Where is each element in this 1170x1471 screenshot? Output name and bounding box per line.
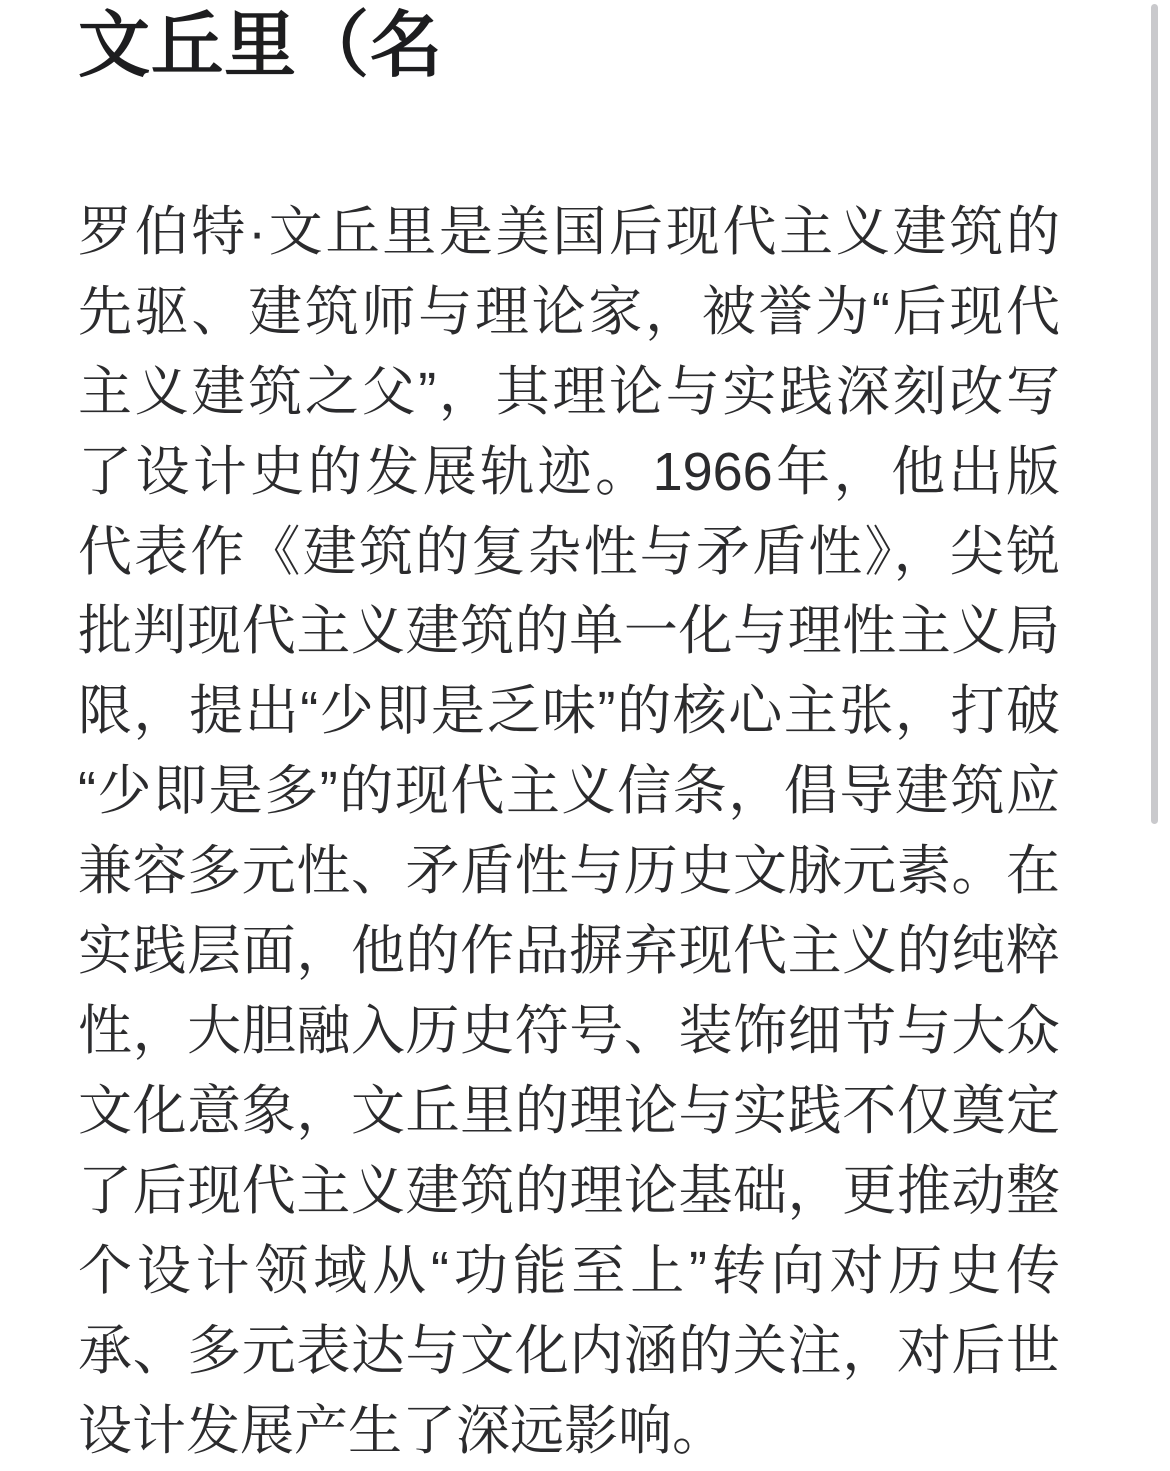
vertical-scrollbar-track[interactable]: [1156, 0, 1164, 1401]
document-paragraph: 罗伯特·文丘里是美国后现代主义建筑的先驱、建筑师与理论家，被誉为“后现代主义建筑之父”，其理论与实践深刻改写了设计史的发展轨迹。1966年，他出版代表作《建筑的复杂性与矛盾性》，尖锐批判现代主义建筑的单一化与理性主义局限，提出“少即是乏味”的核心主张，打破“少即是多”的现代主义信条，倡导建筑应兼容多元性、矛盾性与历史文脉元素。在实践层面，他的作品摒弃现代主义的纯粹性，大胆融入历史符号、装饰细节与大众文化意象，文丘里的理论与实践不仅奠定了后现代主义建筑的理论基础，更推动整个设计领域从“功能至上”转向对历史传承、多元表达与文化内涵的关注，对后世设计发展产生了深远影响。: [78, 201, 1060, 1461]
page-title: 文丘里（名: [78, 6, 444, 86]
vertical-scrollbar-thumb[interactable]: [1151, 4, 1158, 824]
